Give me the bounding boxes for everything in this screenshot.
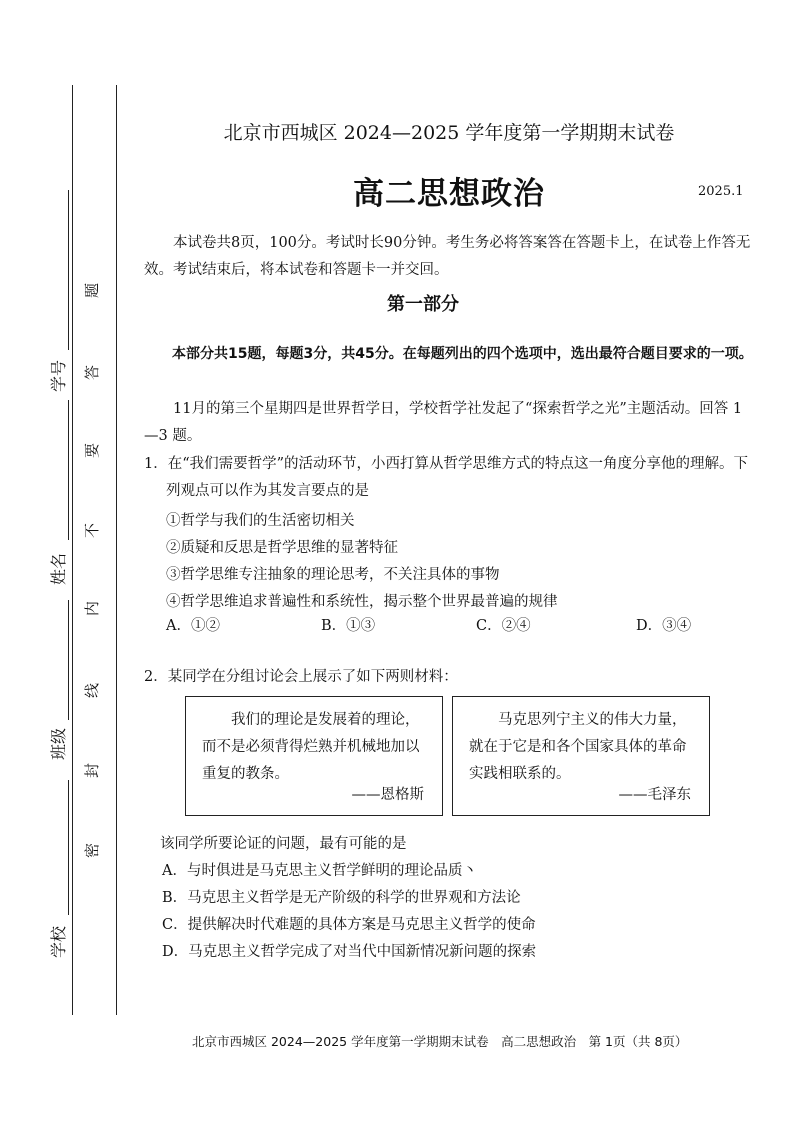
seal-char: 内 — [83, 600, 102, 617]
field-name-label: 姓名 — [49, 552, 68, 585]
page-footer: 北京市西城区 2024—2025 学年度第一学期期末试卷 高二思想政治 第 1页（共 8页） — [192, 1034, 688, 1049]
q1-statement-1: ①哲学与我们的生活密切相关 — [166, 513, 355, 529]
field-school-label: 学校 — [49, 925, 68, 958]
binding-line-outer — [72, 85, 73, 1015]
quote-box-mao — [452, 696, 710, 816]
part1-context: 11月的第三个星期四是世界哲学日，学校哲学社发起了“探索哲学之光”主题活动。回答 1—3 题。 — [144, 401, 743, 444]
q1-statement-4: ④哲学思维追求普遍性和系统性，揭示整个世界最普遍的规律 — [166, 594, 558, 610]
q1-choice-d[interactable]: D．③④ — [636, 618, 692, 634]
seal-char: 线 — [83, 682, 102, 699]
field-student-id-label: 学号 — [49, 359, 68, 392]
seal-char: 题 — [83, 282, 102, 299]
quote-box-engels — [185, 696, 443, 816]
seal-char: 封 — [83, 762, 102, 779]
q1-choices — [166, 614, 726, 635]
field-school-line[interactable] — [68, 780, 69, 915]
quote-engels-text: 我们的理论是发展着的理论，而不是必须背得烂熟并机械地加以重复的教条。 — [202, 712, 420, 782]
q1-choice-b[interactable]: B．①③ — [321, 618, 376, 634]
exam-date: 2025.1 — [698, 184, 744, 199]
q1-choice-c[interactable]: C．②④ — [476, 618, 531, 634]
part1-intro: 本部分共15题，每题3分，共45分。在每题列出的四个选项中，选出最符合题目要求的一项。 — [172, 346, 753, 362]
q1-stem: 1．在“我们需要哲学”的活动环节，小西打算从哲学思维方式的特点这一角度分享他的理解。下列观点可以作为其发言要点的是 — [144, 456, 749, 499]
quote-engels-author: ——恩格斯 — [351, 787, 424, 803]
q2-option-d[interactable]: D．马克思主义哲学完成了对当代中国新情况新问题的探索 — [162, 944, 537, 960]
seal-char: 答 — [83, 364, 102, 381]
binding-line-inner — [116, 85, 117, 1015]
exam-title: 北京市西城区 2024—2025 学年度第一学期期末试卷 — [223, 122, 675, 144]
q2-option-c[interactable]: C．提供解决时代难题的具体方案是马克思主义哲学的使命 — [162, 917, 536, 933]
field-student-id-line[interactable] — [68, 190, 69, 350]
instructions: 本试卷共8页，100分。考试时长90分钟。考生务必将答案答在答题卡上，在试卷上作答无效。考试结束后，将本试卷和答题卡一并交回。 — [144, 235, 751, 278]
field-class-label: 班级 — [49, 727, 68, 760]
q2-option-b[interactable]: B．马克思主义哲学是无产阶级的科学的世界观和方法论 — [162, 890, 521, 906]
q1-statement-2: ②质疑和反思是哲学思维的显著特征 — [166, 540, 398, 556]
quote-mao-author: ——毛泽东 — [618, 787, 691, 803]
quote-mao-text: 马克思列宁主义的伟大力量，就在于它是和各个国家具体的革命实践相联系的。 — [469, 712, 687, 782]
q1-choice-a[interactable]: A．①② — [166, 618, 220, 634]
seal-char: 要 — [83, 442, 102, 459]
part1-title: 第一部分 — [387, 294, 459, 315]
field-class-line[interactable] — [68, 600, 69, 720]
q2-option-a[interactable]: A．与时俱进是马克思主义哲学鲜明的理论品质丶 — [162, 863, 477, 879]
subject-title: 高二思想政治 — [353, 176, 545, 212]
seal-char: 密 — [83, 842, 102, 859]
q2-stem: 2．某同学在分组讨论会上展示了如下两则材料： — [144, 669, 458, 685]
q1-statement-3: ③哲学思维专注抽象的理论思考，不关注具体的事物 — [166, 567, 500, 583]
field-name-line[interactable] — [68, 400, 69, 540]
seal-char: 不 — [83, 522, 102, 539]
q2-question: 该同学所要论证的问题，最有可能的是 — [160, 836, 407, 852]
